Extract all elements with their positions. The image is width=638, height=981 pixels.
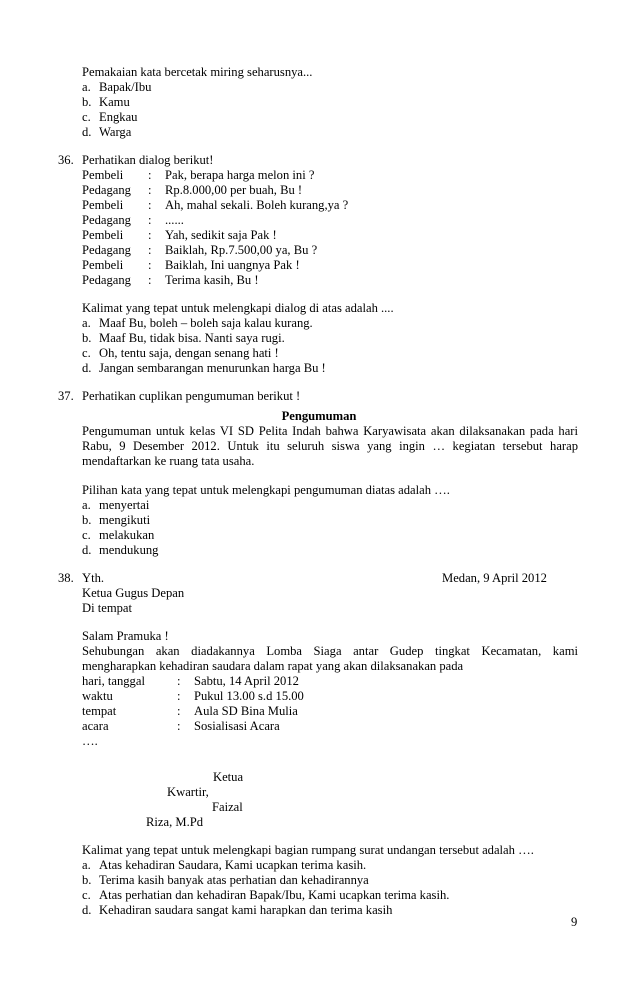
- dialog-text: Pak, berapa harga melon ini ?: [165, 168, 315, 182]
- dialog-line: [82, 273, 259, 288]
- letter-place-date: Medan, 9 April 2012: [442, 571, 547, 585]
- dialog-speaker: Pembeli: [82, 228, 124, 242]
- option-text: menyertai: [99, 498, 150, 512]
- option-letter: d.: [82, 903, 92, 917]
- option-letter: d.: [82, 361, 92, 375]
- option-letter: b.: [82, 513, 92, 527]
- dialog-text: Baiklah, Rp.7.500,00 ya, Bu ?: [165, 243, 318, 257]
- option-text: Engkau: [99, 110, 138, 124]
- detail-row: [82, 674, 299, 689]
- dialog-speaker: Pembeli: [82, 168, 124, 182]
- q35-option-a: [82, 80, 151, 95]
- option-letter: c.: [82, 888, 91, 902]
- option-letter: b.: [82, 331, 92, 345]
- q38-option-a: [82, 858, 366, 873]
- dialog-text: Baiklah, Ini uangnya Pak !: [165, 258, 300, 272]
- detail-row: [82, 689, 304, 704]
- option-text: Maaf Bu, tidak bisa. Nanti saya rugi.: [99, 331, 285, 345]
- dialog-line: [82, 243, 317, 258]
- detail-row: [82, 719, 280, 734]
- q36-option-d: [82, 361, 326, 376]
- letter-body: Sehubungan akan diadakannya Lomba Siaga antar Gudep tingkat Kecamatan, kami mengharapkan kehadiran saudara dalam rapat yang akan dilaksanakan pada: [82, 644, 578, 673]
- signature-name-first: Faizal: [212, 800, 243, 814]
- q36-question: Kalimat yang tepat untuk melengkapi dialog di atas adalah ....: [82, 301, 394, 315]
- q37-question: Pilihan kata yang tepat untuk melengkapi pengumuman diatas adalah ….: [82, 483, 450, 497]
- q36-option-c: [82, 346, 279, 361]
- option-text: Oh, tentu saja, dengan senang hati !: [99, 346, 279, 360]
- dialog-speaker: Pembeli: [82, 258, 124, 272]
- dialog-text: Rp.8.000,00 per buah, Bu !: [165, 183, 303, 197]
- q38-option-c: [82, 888, 449, 903]
- dialog-colon: :: [148, 198, 152, 212]
- dialog-speaker: Pembeli: [82, 198, 124, 212]
- q37-option-a: [82, 498, 149, 513]
- dialog-text: Ah, mahal sekali. Boleh kurang,ya ?: [165, 198, 349, 212]
- detail-value: Pukul 13.00 s.d 15.00: [194, 689, 304, 703]
- q36-intro: Perhatikan dialog berikut!: [82, 153, 214, 167]
- q37-number: 37.: [58, 389, 74, 403]
- q38-question: Kalimat yang tepat untuk melengkapi bagian rumpang surat undangan tersebut adalah ….: [82, 843, 534, 857]
- option-letter: c.: [82, 110, 91, 124]
- option-text: mendukung: [99, 543, 159, 557]
- detail-colon: :: [177, 689, 181, 703]
- option-letter: c.: [82, 346, 91, 360]
- option-text: Maaf Bu, boleh – boleh saja kalau kurang.: [99, 316, 313, 330]
- option-text: Terima kasih banyak atas perhatian dan kehadirannya: [99, 873, 369, 887]
- letter-addressee: Yth.: [82, 571, 105, 585]
- q37-option-d: [82, 543, 158, 558]
- q35-question: Pemakaian kata bercetak miring seharusnya...: [82, 65, 313, 79]
- letter-ellipsis: ….: [82, 734, 98, 748]
- page-number: 9: [571, 915, 578, 929]
- detail-value: Aula SD Bina Mulia: [194, 704, 298, 718]
- option-text: melakukan: [99, 528, 155, 542]
- detail-row: [82, 704, 298, 719]
- option-text: Jangan sembarangan menurunkan harga Bu !: [99, 361, 326, 375]
- option-letter: d.: [82, 125, 92, 139]
- dialog-colon: :: [148, 228, 152, 242]
- announcement-body: Pengumuman untuk kelas VI SD Pelita Indah bahwa Karyawisata akan dilaksanakan pada hari Rabu, 9 Desember 2012. Untuk itu seluruh siswa yang ingin … kegiatan tersebut harap mendaftarkan ke ruang tata usaha.: [82, 424, 578, 468]
- dialog-line: [82, 168, 314, 183]
- option-letter: d.: [82, 543, 92, 557]
- option-letter: b.: [82, 873, 92, 887]
- detail-label: tempat: [82, 704, 117, 718]
- detail-label: waktu: [82, 689, 113, 703]
- dialog-colon: :: [148, 243, 152, 257]
- dialog-line: [82, 183, 302, 198]
- dialog-colon: :: [148, 213, 152, 227]
- detail-colon: :: [177, 674, 181, 688]
- q36-number: 36.: [58, 153, 74, 167]
- option-letter: a.: [82, 80, 91, 94]
- option-letter: b.: [82, 95, 92, 109]
- detail-value: Sosialisasi Acara: [194, 719, 280, 733]
- q35-option-b: [82, 95, 130, 110]
- announcement-title: Pengumuman: [281, 409, 357, 423]
- letter-location: Di tempat: [82, 601, 133, 615]
- letter-recipient: Ketua Gugus Depan: [82, 586, 185, 600]
- q38-option-d: [82, 903, 392, 918]
- q36-option-a: [82, 316, 313, 331]
- option-letter: c.: [82, 528, 91, 542]
- dialog-line: [82, 213, 184, 228]
- dialog-speaker: Pedagang: [82, 213, 131, 227]
- option-text: Warga: [99, 125, 132, 139]
- dialog-text: Terima kasih, Bu !: [165, 273, 259, 287]
- q35-option-d: [82, 125, 131, 140]
- dialog-line: [82, 258, 300, 273]
- letter-greeting: Salam Pramuka !: [82, 629, 169, 643]
- dialog-colon: :: [148, 258, 152, 272]
- dialog-colon: :: [148, 183, 152, 197]
- dialog-text: Yah, sedikit saja Pak !: [165, 228, 277, 242]
- q35-option-c: [82, 110, 137, 125]
- q38-option-b: [82, 873, 369, 888]
- option-letter: a.: [82, 858, 91, 872]
- dialog-speaker: Pedagang: [82, 243, 131, 257]
- detail-colon: :: [177, 719, 181, 733]
- dialog-line: [82, 228, 277, 243]
- q37-intro: Perhatikan cuplikan pengumuman berikut !: [82, 389, 301, 403]
- option-letter: a.: [82, 498, 91, 512]
- dialog-colon: :: [148, 168, 152, 182]
- detail-label: acara: [82, 719, 109, 733]
- detail-colon: :: [177, 704, 181, 718]
- signature-org: Kwartir,: [167, 785, 209, 799]
- dialog-line: [82, 198, 348, 213]
- detail-value: Sabtu, 14 April 2012: [194, 674, 299, 688]
- option-letter: a.: [82, 316, 91, 330]
- q37-option-c: [82, 528, 154, 543]
- signature-name-last: Riza, M.Pd: [146, 815, 204, 829]
- option-text: mengikuti: [99, 513, 151, 527]
- q38-number: 38.: [58, 571, 74, 585]
- option-text: Bapak/Ibu: [99, 80, 152, 94]
- dialog-speaker: Pedagang: [82, 183, 131, 197]
- dialog-text: ......: [165, 213, 184, 227]
- dialog-colon: :: [148, 273, 152, 287]
- q36-option-b: [82, 331, 285, 346]
- signature-title: Ketua: [213, 770, 244, 784]
- option-text: Kamu: [99, 95, 130, 109]
- dialog-speaker: Pedagang: [82, 273, 131, 287]
- option-text: Kehadiran saudara sangat kami harapkan dan terima kasih: [99, 903, 393, 917]
- q37-option-b: [82, 513, 150, 528]
- option-text: Atas kehadiran Saudara, Kami ucapkan terima kasih.: [99, 858, 367, 872]
- detail-label: hari, tanggal: [82, 674, 145, 688]
- option-text: Atas perhatian dan kehadiran Bapak/Ibu, Kami ucapkan terima kasih.: [99, 888, 450, 902]
